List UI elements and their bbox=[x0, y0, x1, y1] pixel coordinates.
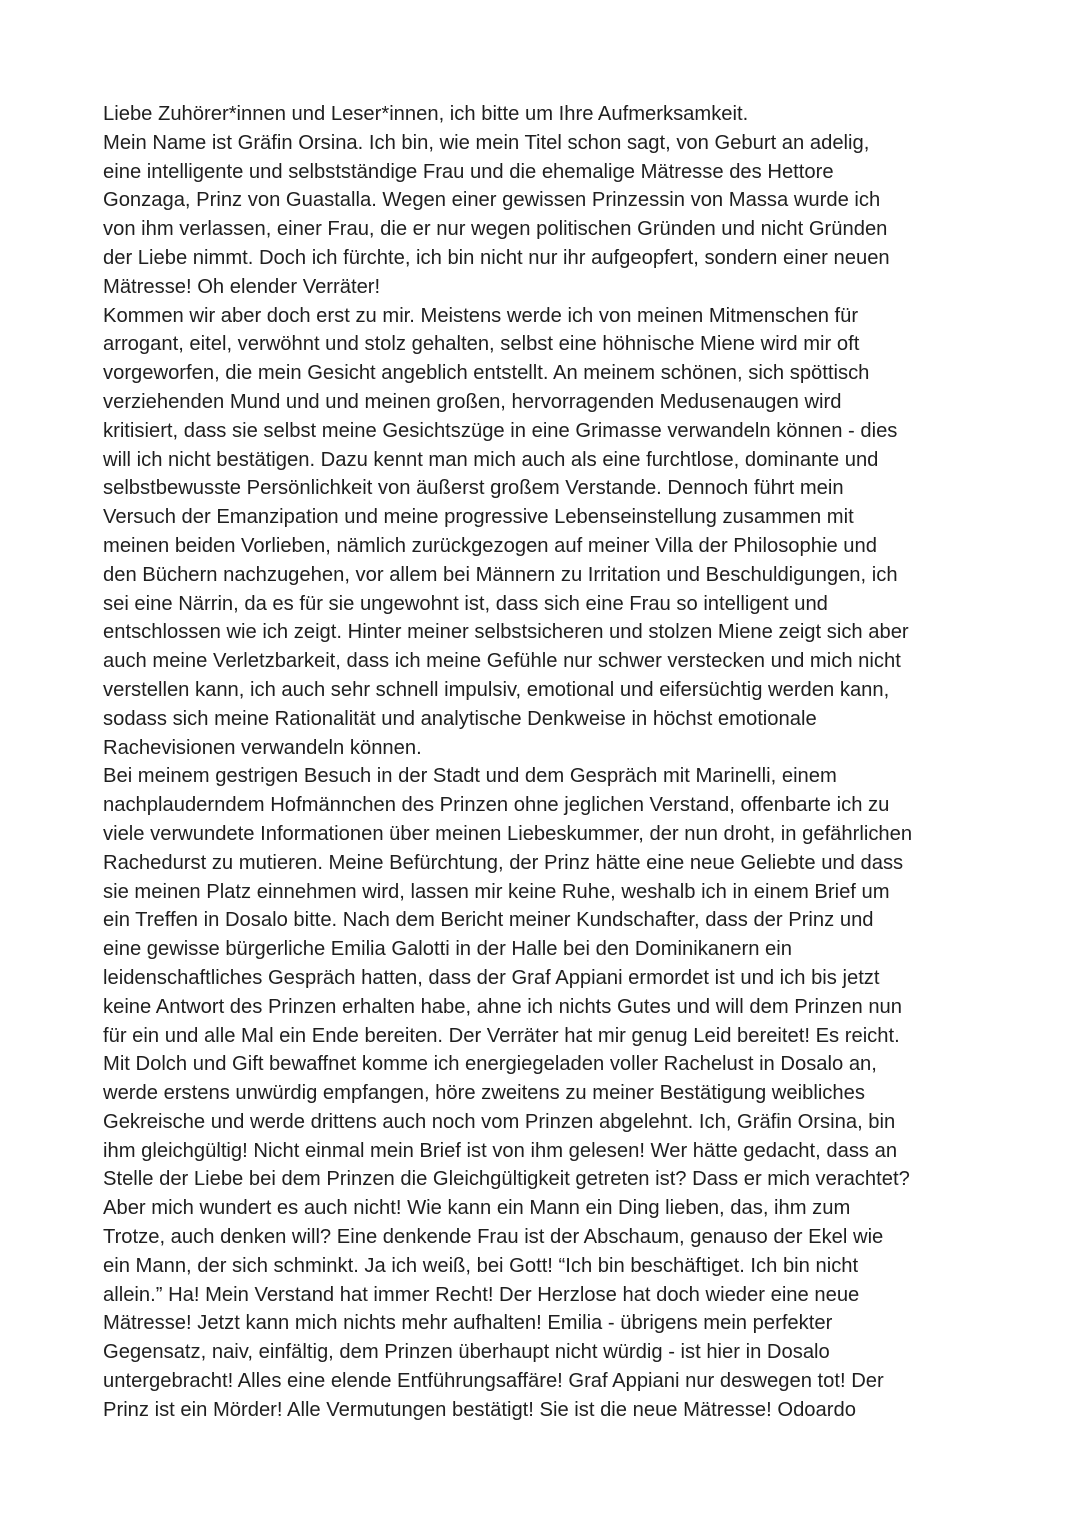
text-line: Stelle der Liebe bei dem Prinzen die Gleichgültigkeit getreten ist? Dass er mich verachtet? bbox=[103, 1168, 910, 1191]
text-line: Mätresse! Oh elender Verräter! bbox=[103, 275, 381, 298]
text-line: sodass sich meine Rationalität und analytische Denkweise in höchst emotionale bbox=[103, 707, 817, 730]
text-line: Mätresse! Jetzt kann mich nichts mehr aufhalten! Emilia - übrigens mein perfekter bbox=[103, 1312, 833, 1335]
text-line: den Büchern nachzugehen, vor allem bei Männern zu Irritation und Beschuldigungen, ich bbox=[103, 563, 898, 586]
text-line: Mit Dolch und Gift bewaffnet komme ich energiegeladen voller Rachelust in Dosalo an, bbox=[103, 1053, 877, 1076]
text-line: keine Antwort des Prinzen erhalten habe, ahne ich nichts Gutes und will dem Prinzen nun bbox=[103, 995, 903, 1018]
text-line: Bei meinem gestrigen Besuch in der Stadt und dem Gespräch mit Marinelli, einem bbox=[103, 765, 837, 788]
text-line: Gekreische und werde drittens auch noch vom Prinzen abgelehnt. Ich, Gräfin Orsina, bin bbox=[103, 1110, 896, 1133]
text-line: vorgeworfen, die mein Gesicht angeblich entstellt. An meinem schönen, sich spöttisch bbox=[103, 362, 870, 385]
text-line: Aber mich wundert es auch nicht! Wie kann ein Mann ein Ding lieben, das, ihm zum bbox=[103, 1197, 851, 1220]
text-line: selbstbewusste Persönlichkeit von äußerst großem Verstande. Dennoch führt mein bbox=[103, 477, 844, 500]
text-line: Liebe Zuhörer*innen und Leser*innen, ich bitte um Ihre Aufmerksamkeit. bbox=[103, 103, 749, 125]
text-line: Gegensatz, naiv, einfältig, dem Prinzen überhaupt nicht würdig - ist hier in Dosalo bbox=[103, 1341, 830, 1364]
text-line: allein.” Ha! Mein Verstand hat immer Recht! Der Herzlose hat doch wieder eine neue bbox=[103, 1283, 860, 1306]
text-line: sie meinen Platz einnehmen wird, lassen mir keine Ruhe, weshalb ich in einem Brief um bbox=[103, 880, 890, 903]
text-line: eine intelligente und selbstständige Frau und die ehemalige Mätresse des Hettore bbox=[103, 160, 834, 183]
text-line: sei eine Närrin, da es für sie ungewohnt ist, dass sich eine Frau so intelligent und bbox=[103, 592, 828, 615]
text-line: entschlossen wie ich zeigt. Hinter meiner selbstsicheren und stolzen Miene zeigt sich aber bbox=[103, 621, 909, 644]
text-line: kritisiert, dass sie selbst meine Gesichtszüge in eine Grimasse verwandeln können - dies bbox=[103, 419, 898, 442]
text-line: meinen beiden Vorlieben, nämlich zurückgezogen auf meiner Villa der Philosophie und bbox=[103, 534, 877, 557]
text-line: Gonzaga, Prinz von Guastalla. Wegen einer gewissen Prinzessin von Massa wurde ich bbox=[103, 189, 881, 212]
text-line: von ihm verlassen, einer Frau, die er nur wegen politischen Gründen und nicht Gründen bbox=[103, 218, 888, 241]
text-line: eine gewisse bürgerliche Emilia Galotti in der Halle bei den Dominikanern ein bbox=[103, 938, 792, 961]
text-line: auch meine Verletzbarkeit, dass ich meine Gefühle nur schwer verstecken und mich nicht bbox=[103, 650, 901, 673]
text-line: nachplauderndem Hofmännchen des Prinzen ohne jeglichen Verstand, offenbarte ich zu bbox=[103, 794, 890, 817]
text-line: Versuch der Emanzipation und meine progressive Lebenseinstellung zusammen mit bbox=[103, 506, 854, 529]
text-line: ein Mann, der sich schminkt. Ja ich weiß, bei Gott! “Ich bin beschäftiget. Ich bin nicht bbox=[103, 1254, 859, 1277]
text-line: Prinz ist ein Mörder! Alle Vermutungen bestätigt! Sie ist die neue Mätresse! Odoardo bbox=[103, 1398, 856, 1421]
text-line: untergebracht! Alles eine elende Entführungsaffäre! Graf Appiani nur deswegen tot! Der bbox=[103, 1370, 884, 1393]
text-line: Trotze, auch denken will? Eine denkende Frau ist der Abschaum, genauso der Ekel wie bbox=[103, 1226, 884, 1249]
text-line: verziehenden Mund und und meinen großen, hervorragenden Medusenaugen wird bbox=[103, 390, 842, 413]
text-line: ein Treffen in Dosalo bitte. Nach dem Bericht meiner Kundschafter, dass der Prinz und bbox=[103, 909, 874, 932]
text-line: ihm gleichgültig! Nicht einmal mein Brief ist von ihm gelesen! Wer hätte gedacht, dass an bbox=[103, 1139, 898, 1162]
text-line: für ein und alle Mal ein Ende bereiten. Der Verräter hat mir genug Leid bereitet! Es reicht. bbox=[103, 1024, 900, 1047]
text-line: werde erstens unwürdig empfangen, höre zweitens zu meiner Bestätigung weibliches bbox=[103, 1082, 865, 1105]
text-line: Rachevisionen verwandeln können. bbox=[103, 736, 422, 759]
text-line: will ich nicht bestätigen. Dazu kennt man mich auch als eine furchtlose, dominante und bbox=[103, 448, 879, 471]
text-line: viele verwundete Informationen über meinen Liebeskummer, der nun droht, in gefährlichen bbox=[103, 822, 913, 845]
text-line: leidenschaftliches Gespräch hatten, dass der Graf Appiani ermordet ist und ich bis jetzt bbox=[103, 966, 880, 989]
body-text bbox=[103, 100, 993, 1425]
text-line: Rachedurst zu mutieren. Meine Befürchtung, der Prinz hätte eine neue Geliebte und dass bbox=[103, 851, 904, 874]
text-line: Mein Name ist Gräfin Orsina. Ich bin, wie mein Titel schon sagt, von Geburt an adelig, bbox=[103, 131, 870, 154]
text-line: der Liebe nimmt. Doch ich fürchte, ich bin nicht nur ihr aufgeopfert, sondern einer neuen bbox=[103, 246, 890, 269]
text-line: verstellen kann, ich auch sehr schnell impulsiv, emotional und eifersüchtig werden kann, bbox=[103, 678, 890, 701]
text-line: arrogant, eitel, verwöhnt und stolz gehalten, selbst eine höhnische Miene wird mir oft bbox=[103, 333, 860, 356]
text-line: Kommen wir aber doch erst zu mir. Meistens werde ich von meinen Mitmenschen für bbox=[103, 304, 859, 327]
